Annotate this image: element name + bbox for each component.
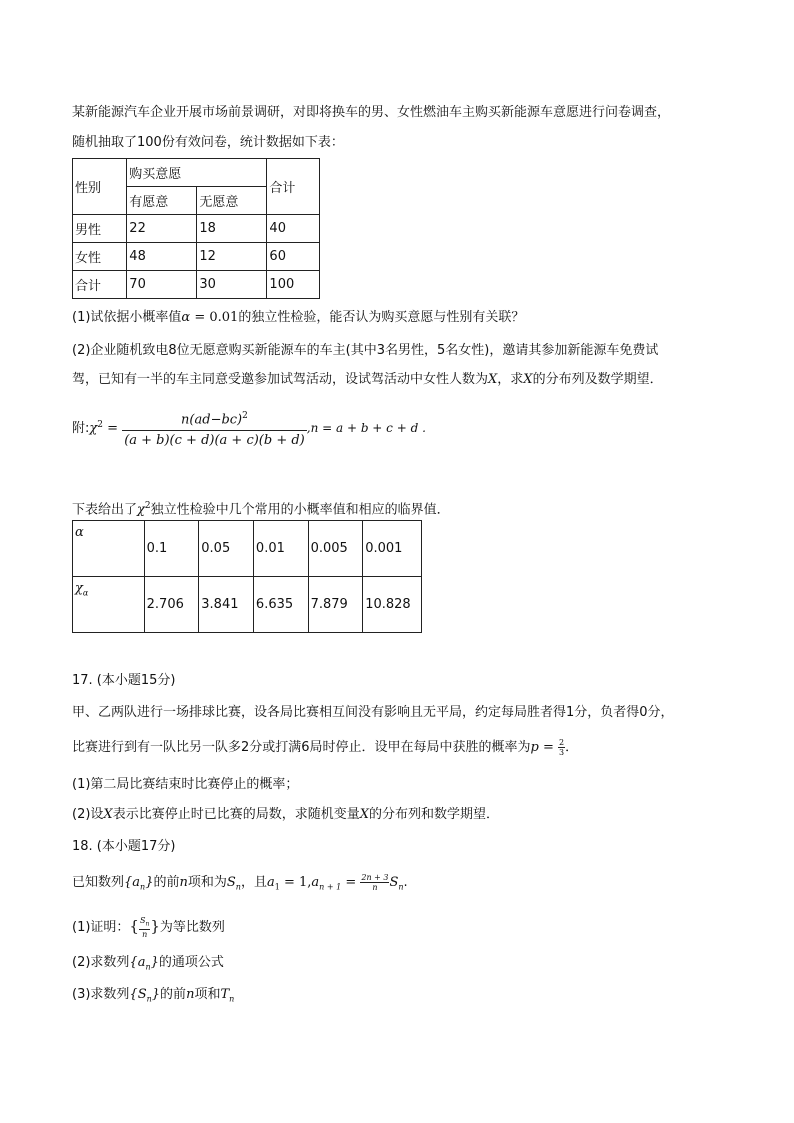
text: (3)求数列	[72, 987, 130, 1002]
equals: =	[341, 875, 361, 890]
right-brace: }	[150, 916, 160, 935]
fraction-denominator: n	[142, 929, 148, 939]
exponent: 2	[242, 411, 248, 421]
subscript: n + 1	[319, 882, 342, 892]
cell-yes: 70	[127, 271, 197, 299]
text: (2)设	[72, 807, 104, 822]
var-s: S	[226, 875, 236, 890]
formula-numerator	[122, 406, 307, 431]
var-t: T	[220, 987, 230, 1002]
var-p: p	[530, 740, 539, 755]
subscript: n	[140, 882, 146, 892]
fraction-numerator: 2n + 3	[361, 873, 389, 882]
table-header-intent: 购买意愿	[127, 159, 267, 187]
var-n: n	[186, 987, 195, 1002]
text: 的通项公式	[158, 955, 224, 970]
exponent: 2	[97, 419, 104, 430]
recurrence-fraction	[360, 873, 389, 892]
text: .	[403, 875, 408, 890]
critical-cell: 7.879	[308, 577, 363, 633]
q16-part-2-line-2	[72, 371, 663, 389]
text: 的分布列及数学期望．	[532, 372, 663, 387]
text: 为等比数列	[159, 919, 225, 935]
fraction-denominator: 3	[559, 748, 565, 757]
var-x: X	[359, 807, 369, 822]
q17-header: 17. (本小题15分)	[72, 673, 176, 688]
subscript: n	[145, 962, 151, 972]
chi-symbol: χ	[75, 581, 83, 596]
formula-denominator: (a + b)(c + d)(a + c)(b + d)	[124, 433, 305, 449]
subscript: n	[235, 882, 241, 892]
chi-symbol: χ	[137, 502, 145, 518]
text: 已知数列	[72, 875, 125, 890]
table-header-yes: 有愿意	[127, 187, 197, 215]
chi-square-formula	[72, 406, 426, 451]
alpha-cell: 0.01	[253, 521, 308, 577]
subscript: n	[398, 882, 404, 892]
var-x: X	[523, 372, 533, 387]
seq-open: {S	[129, 987, 147, 1002]
critical-cell: 10.828	[363, 577, 422, 633]
seq-close: }	[151, 987, 161, 1002]
alpha-cell: 0.001	[363, 521, 422, 577]
cell-total: 40	[267, 215, 320, 243]
row-label: 女性	[73, 243, 127, 271]
formula-tail: ,n = a + b + c + d .	[306, 421, 426, 436]
table-header-total: 合计	[267, 159, 320, 215]
seq-close: }	[150, 955, 159, 970]
q17-line-2	[72, 738, 578, 757]
subscript: n	[229, 994, 235, 1004]
row-label: 合计	[73, 271, 127, 299]
fraction-denominator: n	[372, 883, 378, 892]
text: (1)试依据小概率值	[72, 310, 182, 325]
cell-no: 30	[197, 271, 267, 299]
text: 下表给出了	[72, 502, 138, 518]
q18-part-2	[72, 954, 224, 977]
alpha-symbol: α	[181, 310, 191, 325]
var-n: n	[179, 875, 188, 890]
q17-part-2	[72, 806, 499, 824]
chi-symbol: χ	[89, 421, 98, 437]
var-an1: a	[311, 875, 320, 890]
text: 表示比赛停止时已比赛的局数，求随机变量	[112, 807, 360, 822]
alpha-value: = 0.01	[190, 310, 239, 325]
text: 比赛进行到有一队比另一队多2分或打满6局时停止．设甲在每局中获胜的概率为	[72, 740, 531, 755]
text: 项和为	[187, 875, 227, 890]
q18-part-1	[72, 916, 225, 939]
cell-no: 12	[197, 243, 267, 271]
q17-line-1: 甲、乙两队进行一场排球比赛，设各局比赛相互间没有影响且无平局，约定每局胜者得1分，负者得0分，	[72, 705, 674, 720]
sequence-sn	[129, 987, 160, 1002]
cell-yes: 48	[127, 243, 197, 271]
q18-line-1	[72, 873, 408, 897]
text: 的独立性检验，能否认为购买意愿与性别有关联？	[238, 310, 525, 325]
exponent: 2	[144, 501, 151, 511]
alpha-cell: 0.1	[144, 521, 199, 577]
seq-open: {a	[124, 875, 141, 890]
survey-table	[72, 158, 320, 299]
numerator-text: n(ad−bc)	[181, 412, 243, 428]
q16-intro-line-2: 随机抽取了100份有效问卷，统计数据如下表：	[72, 135, 344, 150]
left-brace: {	[129, 916, 139, 935]
cell-total: 60	[267, 243, 320, 271]
row-label: 男性	[73, 215, 127, 243]
q16-part-1	[72, 309, 524, 327]
critical-cell: 2.706	[144, 577, 199, 633]
alpha-cell: 0.005	[308, 521, 363, 577]
critical-value-table	[72, 520, 422, 633]
sequence-an	[129, 955, 158, 970]
cell-total: 100	[267, 271, 320, 299]
text: ，求	[497, 372, 524, 387]
alpha-cell: 0.05	[199, 521, 254, 577]
text: 独立性检验中几个常用的小概率值和相应的临界值．	[150, 502, 450, 518]
cell-yes: 22	[127, 215, 197, 243]
table2-intro	[72, 497, 450, 519]
subscript: α	[82, 588, 89, 598]
table-row	[73, 271, 320, 299]
sequence-an	[124, 875, 153, 890]
fraction-numerator: 2	[559, 738, 565, 747]
var-x: X	[488, 372, 498, 387]
text: 的前	[153, 875, 180, 890]
seq-open: {a	[129, 955, 146, 970]
alpha-header: α	[73, 521, 145, 577]
cell-no: 18	[197, 215, 267, 243]
equals: =	[103, 421, 123, 437]
seq-close: }	[145, 875, 154, 890]
subscript: n	[145, 920, 150, 928]
text: (2)求数列	[72, 955, 130, 970]
numerator-text: S	[139, 916, 146, 925]
equals: = 1,	[279, 875, 312, 890]
text: 驾，已知有一半的车主同意受邀参加试驾活动，设试驾活动中女性人数为	[72, 372, 489, 387]
text: 的前	[160, 987, 187, 1002]
subscript: n	[146, 994, 152, 1004]
text: (1)证明：	[72, 919, 130, 935]
table-row	[73, 215, 320, 243]
subscript: 1	[274, 882, 280, 892]
critical-cell: 6.635	[253, 577, 308, 633]
formula-fraction	[122, 406, 307, 451]
sn-over-n-fraction	[139, 916, 150, 939]
formula-prefix: 附:	[72, 421, 90, 437]
q18-part-3	[72, 986, 234, 1009]
text: 的分布列和数学期望．	[368, 807, 499, 822]
var-a1: a	[266, 875, 275, 890]
q18-header: 18. (本小题17分)	[72, 839, 176, 854]
text: ．	[565, 740, 579, 755]
fraction-numerator	[139, 916, 150, 930]
q17-part-1: (1)第二局比赛结束时比赛停止的概率；	[72, 777, 299, 792]
text: 项和	[194, 987, 221, 1002]
critical-header	[73, 577, 145, 633]
q16-intro-line-1: 某新能源汽车企业开展市场前景调研，对即将换车的男、女性燃油车主购买新能源车意愿进行问卷调查，	[72, 105, 671, 120]
text: ，且	[240, 875, 267, 890]
equals: =	[538, 740, 559, 755]
table-header-gender: 性别	[73, 159, 127, 215]
var-x: X	[103, 807, 113, 822]
critical-cell: 3.841	[199, 577, 254, 633]
q16-part-2-line-1: (2)企业随机致电8位无愿意购买新能源车的车主(其中3名男性，5名女性)，邀请其参加新能源车免费试	[72, 343, 659, 358]
table-header-no: 无愿意	[197, 187, 267, 215]
var-s: S	[389, 875, 399, 890]
table-row	[73, 243, 320, 271]
